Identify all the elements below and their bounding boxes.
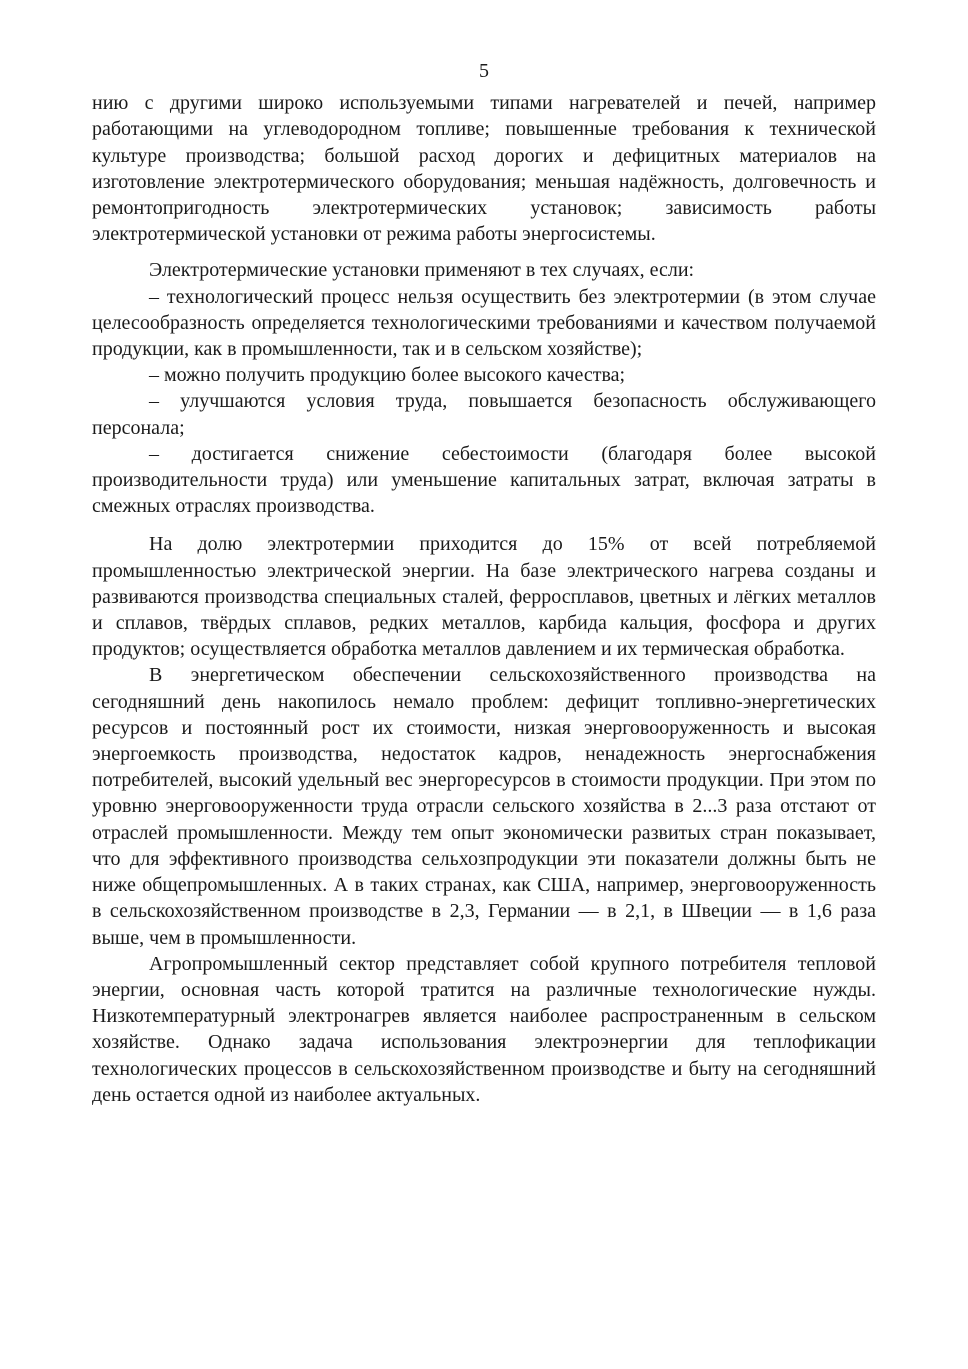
paragraph-intro-list: Электротермические установки применяют в тех случаях, если:: [149, 259, 695, 282]
paragraph-agro-sector: Агропромышленный сектор представляет собой крупного потребителя тепловой энергии, основная часть которой тратится на различные технологические нужды. Низкотемпературный электронагрев является наиболее распространенным в сельском хозяйстве. Однако задача использования электроэнергии для теплофикации технологических процессов в сельскохозяйственном производстве и быту на сегодняшний день остается одной из наиболее актуальных.: [92, 952, 876, 1106]
paragraph-continuation: нию с другими широко используемыми типами нагревателей и печей, например работающими на углеводородном топливе; повышенные требования к технической культуре производства; большой расход дорогих и дефицитных материалов на изготовление электротермического оборудования; меньшая надёжность, долговечность и ремонтопригодность электротермических установок; зависимость работы электротермической установки от режима работы энергосистемы.: [92, 92, 876, 246]
paragraph-electrothermy-share: На долю электротермии приходится до 15% от всей потребляемой промышленностью электрической энергии. На базе электрического нагрева созданы и развиваются производства специальных сталей, ферросплавов, цветных и лёгких металлов и сплавов, твёрдых сплавов, редких металлов, карбида кальция, фосфора и других продуктов; осуществляется обработка металлов давлением и их термическая обработка.: [92, 533, 876, 661]
list-item: – достигается снижение себестоимости (благодаря более высокой производительности труда) или уменьшение капитальных затрат, включая затраты в смежных отраслях производства.: [92, 442, 876, 518]
paragraph-agriculture-energy: В энергетическом обеспечении сельскохозяйственного производства на сегодняшний день накопилось немало проблем: дефицит топливно-энергетических ресурсов и постоянный рост их стоимости, низкая энерговооруженность и высокая энергоемкость производства, недостаток кадров, ненадежность энергоснабжения потребителей, высокий удельный вес энергоресурсов в стоимости продукции. При этом по уровню энерговооруженности труда отрасли сельского хозяйства в 2...3 раза отстают от отраслей промышленности. Между тем опыт экономически развитых стран показывает, что для эффективного производства сельхозпродукции эти показатели должны быть не ниже общепромышленных. А в таких странах, как США, например, энерговооруженность в сельскохозяйственном производстве в 2,3, Германии — в 2,1, в Швеции — в 1,6 раза выше, чем в промышленности.: [92, 664, 876, 949]
document-page: [92, 58, 876, 1108]
list-item: – технологический процесс нельзя осуществить без электротермии (в этом случае целесообразность определяется технологическими требованиями и качеством получаемой продукции, как в промышленности, так и в сельском хозяйстве);: [92, 285, 876, 361]
page-number: 5: [479, 60, 489, 82]
list-item: – можно получить продукцию более высокого качества;: [149, 364, 626, 387]
list-item: – улучшаются условия труда, повышается безопасность обслуживающего персонала;: [92, 390, 876, 439]
